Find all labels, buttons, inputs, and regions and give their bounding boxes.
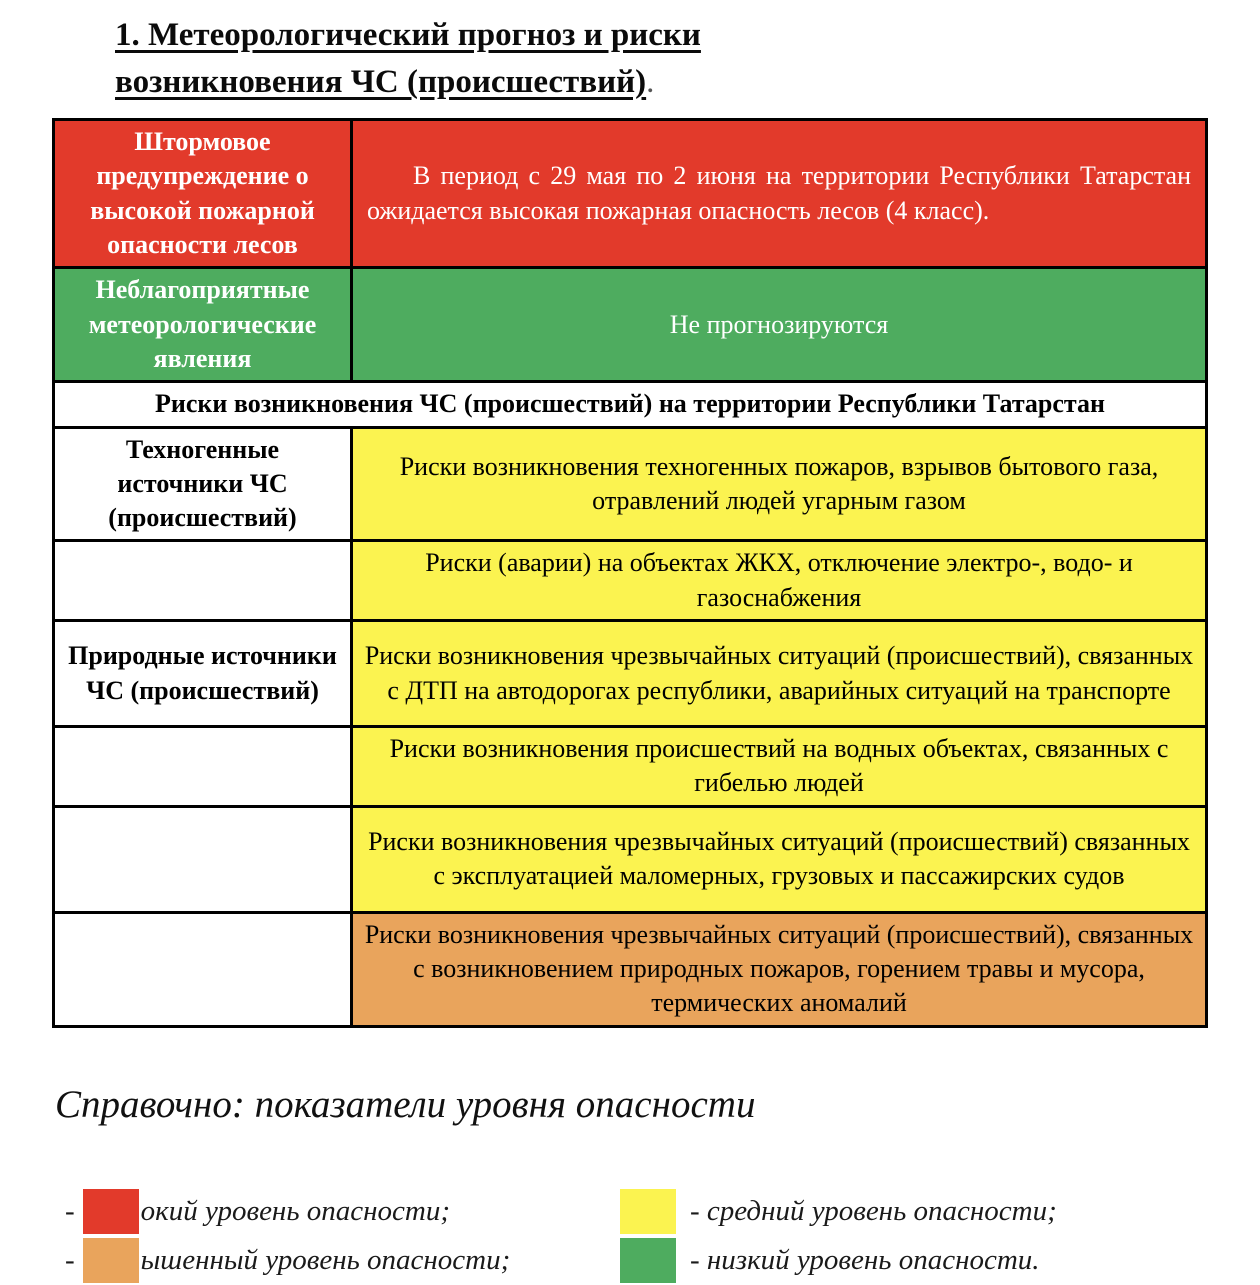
- danger-level-legend: [65, 1187, 1260, 1285]
- water-label-cell: [54, 727, 352, 807]
- legend-item-medium: [620, 1187, 1260, 1236]
- title-trailing-period: .: [646, 64, 655, 100]
- adverse-weather-label-cell: Неблагоприятные метеорологические явления: [54, 268, 352, 382]
- natural-value-cell: Риски возникновения чрезвычайных ситуаций (происшествий), связанных с ДТП на автодорогах республики, аварийных ситуаций на транспорте: [352, 621, 1207, 727]
- table-row-vessels: [54, 806, 1207, 912]
- legend-label-low: - низкий уровень опасности.: [690, 1243, 1040, 1276]
- high-danger-swatch: [83, 1189, 139, 1234]
- storm-warning-value-text: В период с 29 мая по 2 июня на территории Республики Татарстан ожидается высокая пожарная опасность лесов (4 класс).: [367, 161, 1191, 225]
- utilities-value-cell: Риски (аварии) на объектах ЖКХ, отключение электро-, водо- и газоснабжения: [352, 541, 1207, 621]
- storm-warning-value-cell: [352, 120, 1207, 268]
- table-row-water: [54, 727, 1207, 807]
- technogenic-value-cell: Риски возникновения техногенных пожаров, взрывов бытового газа, отравлений людей угарным газом: [352, 427, 1207, 541]
- technogenic-label-cell: Техногенные источники ЧС (происшествий): [54, 427, 352, 541]
- elevated-danger-swatch: [83, 1238, 139, 1283]
- legend-dash: -: [65, 1243, 75, 1276]
- adverse-weather-value-cell: Не прогнозируются: [352, 268, 1207, 382]
- water-value-cell: Риски возникновения происшествий на водных объектах, связанных с гибелью людей: [352, 727, 1207, 807]
- table-row-natural: [54, 621, 1207, 727]
- legend-item-high: [65, 1187, 620, 1236]
- medium-danger-swatch: [620, 1189, 676, 1234]
- forecast-risk-table: [52, 118, 1208, 1028]
- risks-header-cell: Риски возникновения ЧС (происшествий) на территории Республики Татарстан: [54, 382, 1207, 427]
- page: [0, 12, 1260, 1276]
- table-row-storm-warning: [54, 120, 1207, 268]
- page-title: [115, 12, 1260, 106]
- vessels-value-cell: Риски возникновения чрезвычайных ситуаций (происшествий) связанных с эксплуатацией маломерных, грузовых и пассажирских судов: [352, 806, 1207, 912]
- wildfires-value-cell: Риски возникновения чрезвычайных ситуаций (происшествий), связанных с возникновением природных пожаров, горением травы и мусора, термических аномалий: [352, 912, 1207, 1026]
- utilities-label-cell: [54, 541, 352, 621]
- reference-heading: Справочно: показатели уровня опасности: [55, 1082, 756, 1126]
- table-row-utilities: [54, 541, 1207, 621]
- legend-label-elevated: ышенный уровень опасности;: [140, 1243, 511, 1276]
- table-row-wildfires: [54, 912, 1207, 1026]
- vessels-label-cell: [54, 806, 352, 912]
- low-danger-swatch: [620, 1238, 676, 1283]
- table-row-risks-header: [54, 382, 1207, 427]
- table-row-technogenic: [54, 427, 1207, 541]
- legend-dash: -: [65, 1194, 75, 1227]
- legend-label-medium: - средний уровень опасности;: [690, 1194, 1057, 1227]
- wildfires-label-cell: [54, 912, 352, 1026]
- natural-label-cell: Природные источники ЧС (происшествий): [54, 621, 352, 727]
- table-row-adverse-weather: [54, 268, 1207, 382]
- title-line-2: возникновения ЧС (происшествий): [115, 64, 647, 100]
- legend-label-high: окий уровень опасности;: [140, 1194, 451, 1227]
- legend-item-low: [620, 1236, 1260, 1285]
- legend-item-elevated: [65, 1236, 620, 1285]
- storm-warning-label-cell: Штормовое предупреждение о высокой пожарной опасности лесов: [54, 120, 352, 268]
- title-line-1: 1. Метеорологический прогноз и риски: [115, 17, 701, 53]
